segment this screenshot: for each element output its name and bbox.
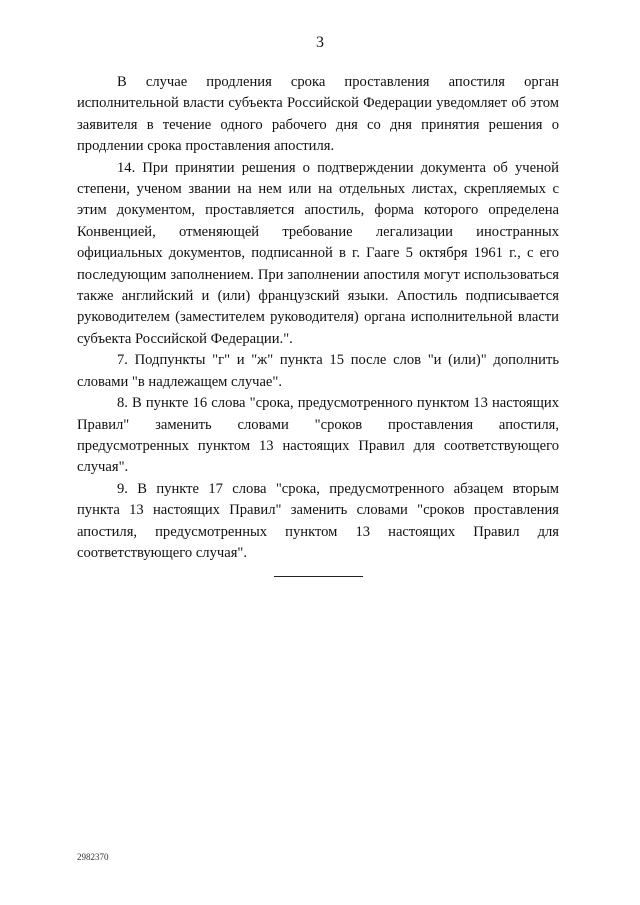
end-of-document-rule bbox=[274, 576, 363, 577]
paragraph-item-8: 8. В пункте 16 слова "срока, предусмотренного пунктом 13 настоящих Правил" заменить словами "сроков проставления апостиля, предусмотренных пунктом 13 настоящих Правил для соответствующего случая". bbox=[77, 395, 559, 476]
document-code: 2982370 bbox=[77, 852, 109, 862]
page-number: 3 bbox=[316, 34, 324, 51]
paragraph-item-9: 9. В пункте 17 слова "срока, предусмотренного абзацем вторым пункта 13 настоящих Правил" заменить словами "сроков проставления апостиля, предусмотренных пунктом 13 настоящих Правил для соответствующего случая". bbox=[77, 480, 559, 561]
paragraph-item-14: 14. При принятии решения о подтверждении документа об ученой степени, ученом звании на нем или на отдельных листах, скрепляемых с этим документом, проставляется апостиль, форма которого определена Конвенцией, отменяющей требование легализации иностранных официальных документов, подписанной в г. Гааге 5 октября 1961 г., с его последующим заполнением. При заполнении апостиля могут использоваться также английский и (или) французский языки. Апостиль подписывается руководителем (заместителем руководителя) органа исполнительной власти субъекта Российской Федерации.". bbox=[77, 159, 559, 347]
document-body bbox=[77, 72, 559, 564]
paragraph-item-7: 7. Подпункты "г" и "ж" пункта 15 после слов "и (или)" дополнить словами "в надлежащем случае". bbox=[77, 352, 559, 390]
paragraph-apostille-extension: В случае продления срока проставления апостиля орган исполнительной власти субъекта Российской Федерации уведомляет об этом заявителя в течение одного рабочего дня со дня принятия решения о продлении срока проставления апостиля. bbox=[77, 74, 559, 155]
